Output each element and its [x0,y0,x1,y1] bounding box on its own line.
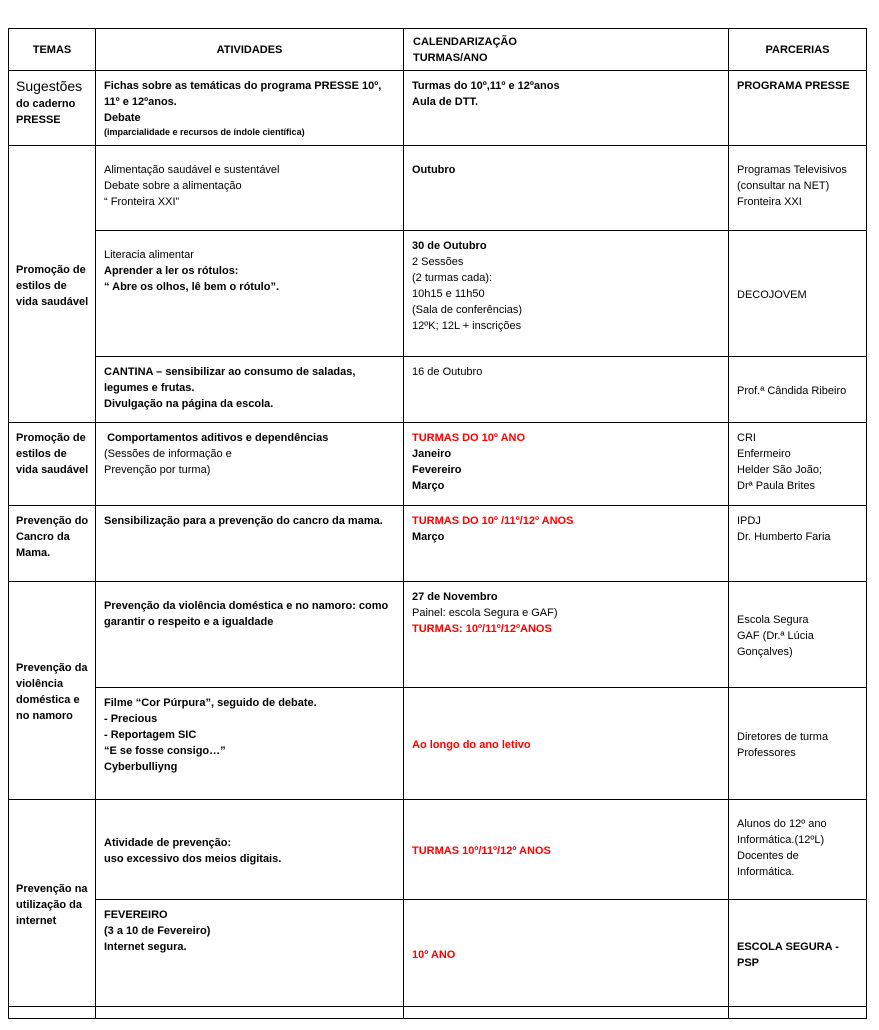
col-header-calendarizacao [404,29,729,71]
text-line: Março [412,531,445,543]
cell-tema-promocao-1: Promoção de estilos de vida saudável [9,146,96,423]
text-line: TURMAS: 10º/11º/12ºANOS [412,623,552,635]
header-calendarizacao-line2: TURMAS/ANO [413,51,488,64]
text-line: (imparcialidade e recursos de índole científica) [104,127,305,137]
table-row [9,71,867,146]
text-line: Helder São João; [737,464,822,476]
text-line: Aprender a ler os rótulos: [104,265,239,277]
text-line: Internet segura. [104,941,187,953]
text-line: 12ºK; 12L + inscrições [412,320,522,332]
activity-plan-table [8,28,867,1019]
header-calendarizacao-line1: CALENDARIZAÇÃO [413,35,517,48]
text-line: Painel: escola Segura e GAF) [412,607,558,619]
text-line: 27 de Novembro [412,591,498,603]
text-line: Turmas do 10º,11º e 12ºanos [412,80,560,92]
cell-empty [729,1007,867,1019]
text-line: Escola Segura [737,614,809,626]
text-line: Enfermeiro [737,448,791,460]
text-line: PROGRAMA PRESSE [737,80,850,92]
text-line: (2 turmas cada): [412,272,493,284]
cell-atividades [96,146,404,231]
text-line: Ao longo do ano letivo [412,739,531,751]
table-row [9,900,867,1007]
cell-atividades [96,71,404,146]
text-line: 10h15 e 11h50 [412,288,485,300]
text-line: Professores [737,747,796,759]
cell-calendarizacao [404,506,729,582]
text-line: CRI [737,432,756,444]
text-line: Debate sobre a alimentação [104,180,242,192]
cell-parcerias [729,688,867,800]
text-line: DECOJOVEM [737,289,807,301]
cell-atividades [96,900,404,1007]
tema-sugestoes-big: Sugestões [16,78,83,94]
text-line: uso excessivo dos meios digitais. [104,853,282,865]
cell-calendarizacao [404,231,729,357]
text-line: (Sessões de informação e [104,448,232,460]
table-row [9,800,867,900]
text-line: Filme “Cor Púrpura”, seguido de debate. [104,697,317,709]
text-line: (3 a 10 de Fevereiro) [104,925,211,937]
cell-calendarizacao [404,688,729,800]
text-line: Literacia alimentar [104,249,194,261]
cell-calendarizacao [404,357,729,423]
cell-atividades [96,506,404,582]
text-line: FEVEREIRO [104,909,168,921]
table-row [9,423,867,506]
text-line: TURMAS 10º/11º/12º ANOS [412,845,551,857]
text-line: Fronteira XXI [737,196,802,208]
cell-calendarizacao [404,800,729,900]
cell-parcerias [729,900,867,1007]
text-line: Drª Paula Brites [737,480,816,492]
cell-atividades [96,357,404,423]
cell-parcerias [729,582,867,688]
col-header-parcerias: PARCERIAS [729,29,867,71]
text-line: Março [412,480,445,492]
text-line: Sensibilização para a prevenção do cancro da mama. [104,515,383,527]
text-line: Diretores de turma [737,731,829,743]
text-line: - Reportagem SIC [104,729,197,741]
text-line: - Precious [104,713,158,725]
text-line: Programas Televisivos [737,164,847,176]
text-line: TURMAS DO 10º /11º/12º ANOS [412,515,574,527]
cell-atividades [96,582,404,688]
text-line: Atividade de prevenção: [104,837,232,849]
cell-tema-violencia: Prevenção da violência doméstica e no namoro [9,582,96,800]
cell-atividades [96,800,404,900]
text-line: 16 de Outubro [412,366,483,378]
text-line: Prevenção por turma) [104,464,211,476]
text-line: (Sala de conferências) [412,304,523,316]
text-line: Dr. Humberto Faria [737,531,831,543]
text-line: Docentes de Informática. [737,850,802,878]
text-line: 30 de Outubro [412,240,487,252]
table-row-empty [9,1007,867,1019]
text-line: Alimentação saudável e sustentável [104,164,280,176]
col-header-temas: TEMAS [9,29,96,71]
cell-empty [9,1007,96,1019]
text-line: Divulgação na página da escola. [104,398,274,410]
text-line: TURMAS DO 10º ANO [412,432,526,444]
text-line: 10º ANO [412,948,456,961]
text-line: Alunos do 12º ano [737,818,827,830]
cell-atividades [96,688,404,800]
cell-tema-promocao-2: Promoção de estilos de vida saudável [9,423,96,506]
text-line: Prevenção da violência doméstica e no namoro: como garantir o respeito e a igualdade [104,600,392,628]
cell-parcerias [729,231,867,357]
cell-calendarizacao [404,146,729,231]
cell-tema-cancro: Prevenção do Cancro da Mama. [9,506,96,582]
tema-sugestoes-rest: do caderno PRESSE [16,98,76,126]
cell-atividades [96,231,404,357]
text-line: Outubro [412,164,456,176]
cell-atividades [96,423,404,506]
cell-tema-internet: Prevenção na utilização da internet [9,800,96,1007]
text-line: Comportamentos aditivos e dependências [104,432,329,444]
text-line: Cyberbulliyng [104,761,178,773]
cell-parcerias [729,800,867,900]
text-line: (consultar na NET) [737,180,830,192]
col-header-atividades: ATIVIDADES [96,29,404,71]
table-row [9,506,867,582]
text-line: IPDJ [737,515,761,527]
cell-parcerias [729,423,867,506]
table-header-row [9,29,867,71]
cell-parcerias [729,506,867,582]
text-line: Prof.ª Cândida Ribeiro [737,385,847,397]
text-line: Debate [104,112,141,124]
text-line: Fevereiro [412,464,462,476]
table-row [9,231,867,357]
table-row [9,357,867,423]
text-line: “ Abre os olhos, lê bem o rótulo”. [104,281,279,293]
table-row [9,688,867,800]
cell-empty [96,1007,404,1019]
cell-calendarizacao [404,423,729,506]
text-line: “E se fosse consigo…” [104,745,226,757]
text-line: 2 Sessões [412,256,464,268]
text-line: ESCOLA SEGURA - PSP [737,940,842,969]
cell-calendarizacao [404,900,729,1007]
text-line: Janeiro [412,448,452,460]
text-line: Informática.(12ºL) [737,834,825,846]
cell-parcerias [729,71,867,146]
text-line: Aula de DTT. [412,96,479,108]
cell-calendarizacao [404,582,729,688]
cell-empty [404,1007,729,1019]
text-line: Fichas sobre as temáticas do programa PRESSE 10º, 11º e 12ºanos. [104,80,385,108]
cell-calendarizacao [404,71,729,146]
cell-parcerias [729,357,867,423]
cell-parcerias [729,146,867,231]
text-line: CANTINA – sensibilizar ao consumo de saladas, legumes e frutas. [104,366,359,394]
cell-tema-sugestoes [9,71,96,146]
text-line: “ Fronteira XXI” [104,196,180,208]
text-line: GAF (Dr.ª Lúcia Gonçalves) [737,630,817,658]
table-row [9,582,867,688]
table-row [9,146,867,231]
